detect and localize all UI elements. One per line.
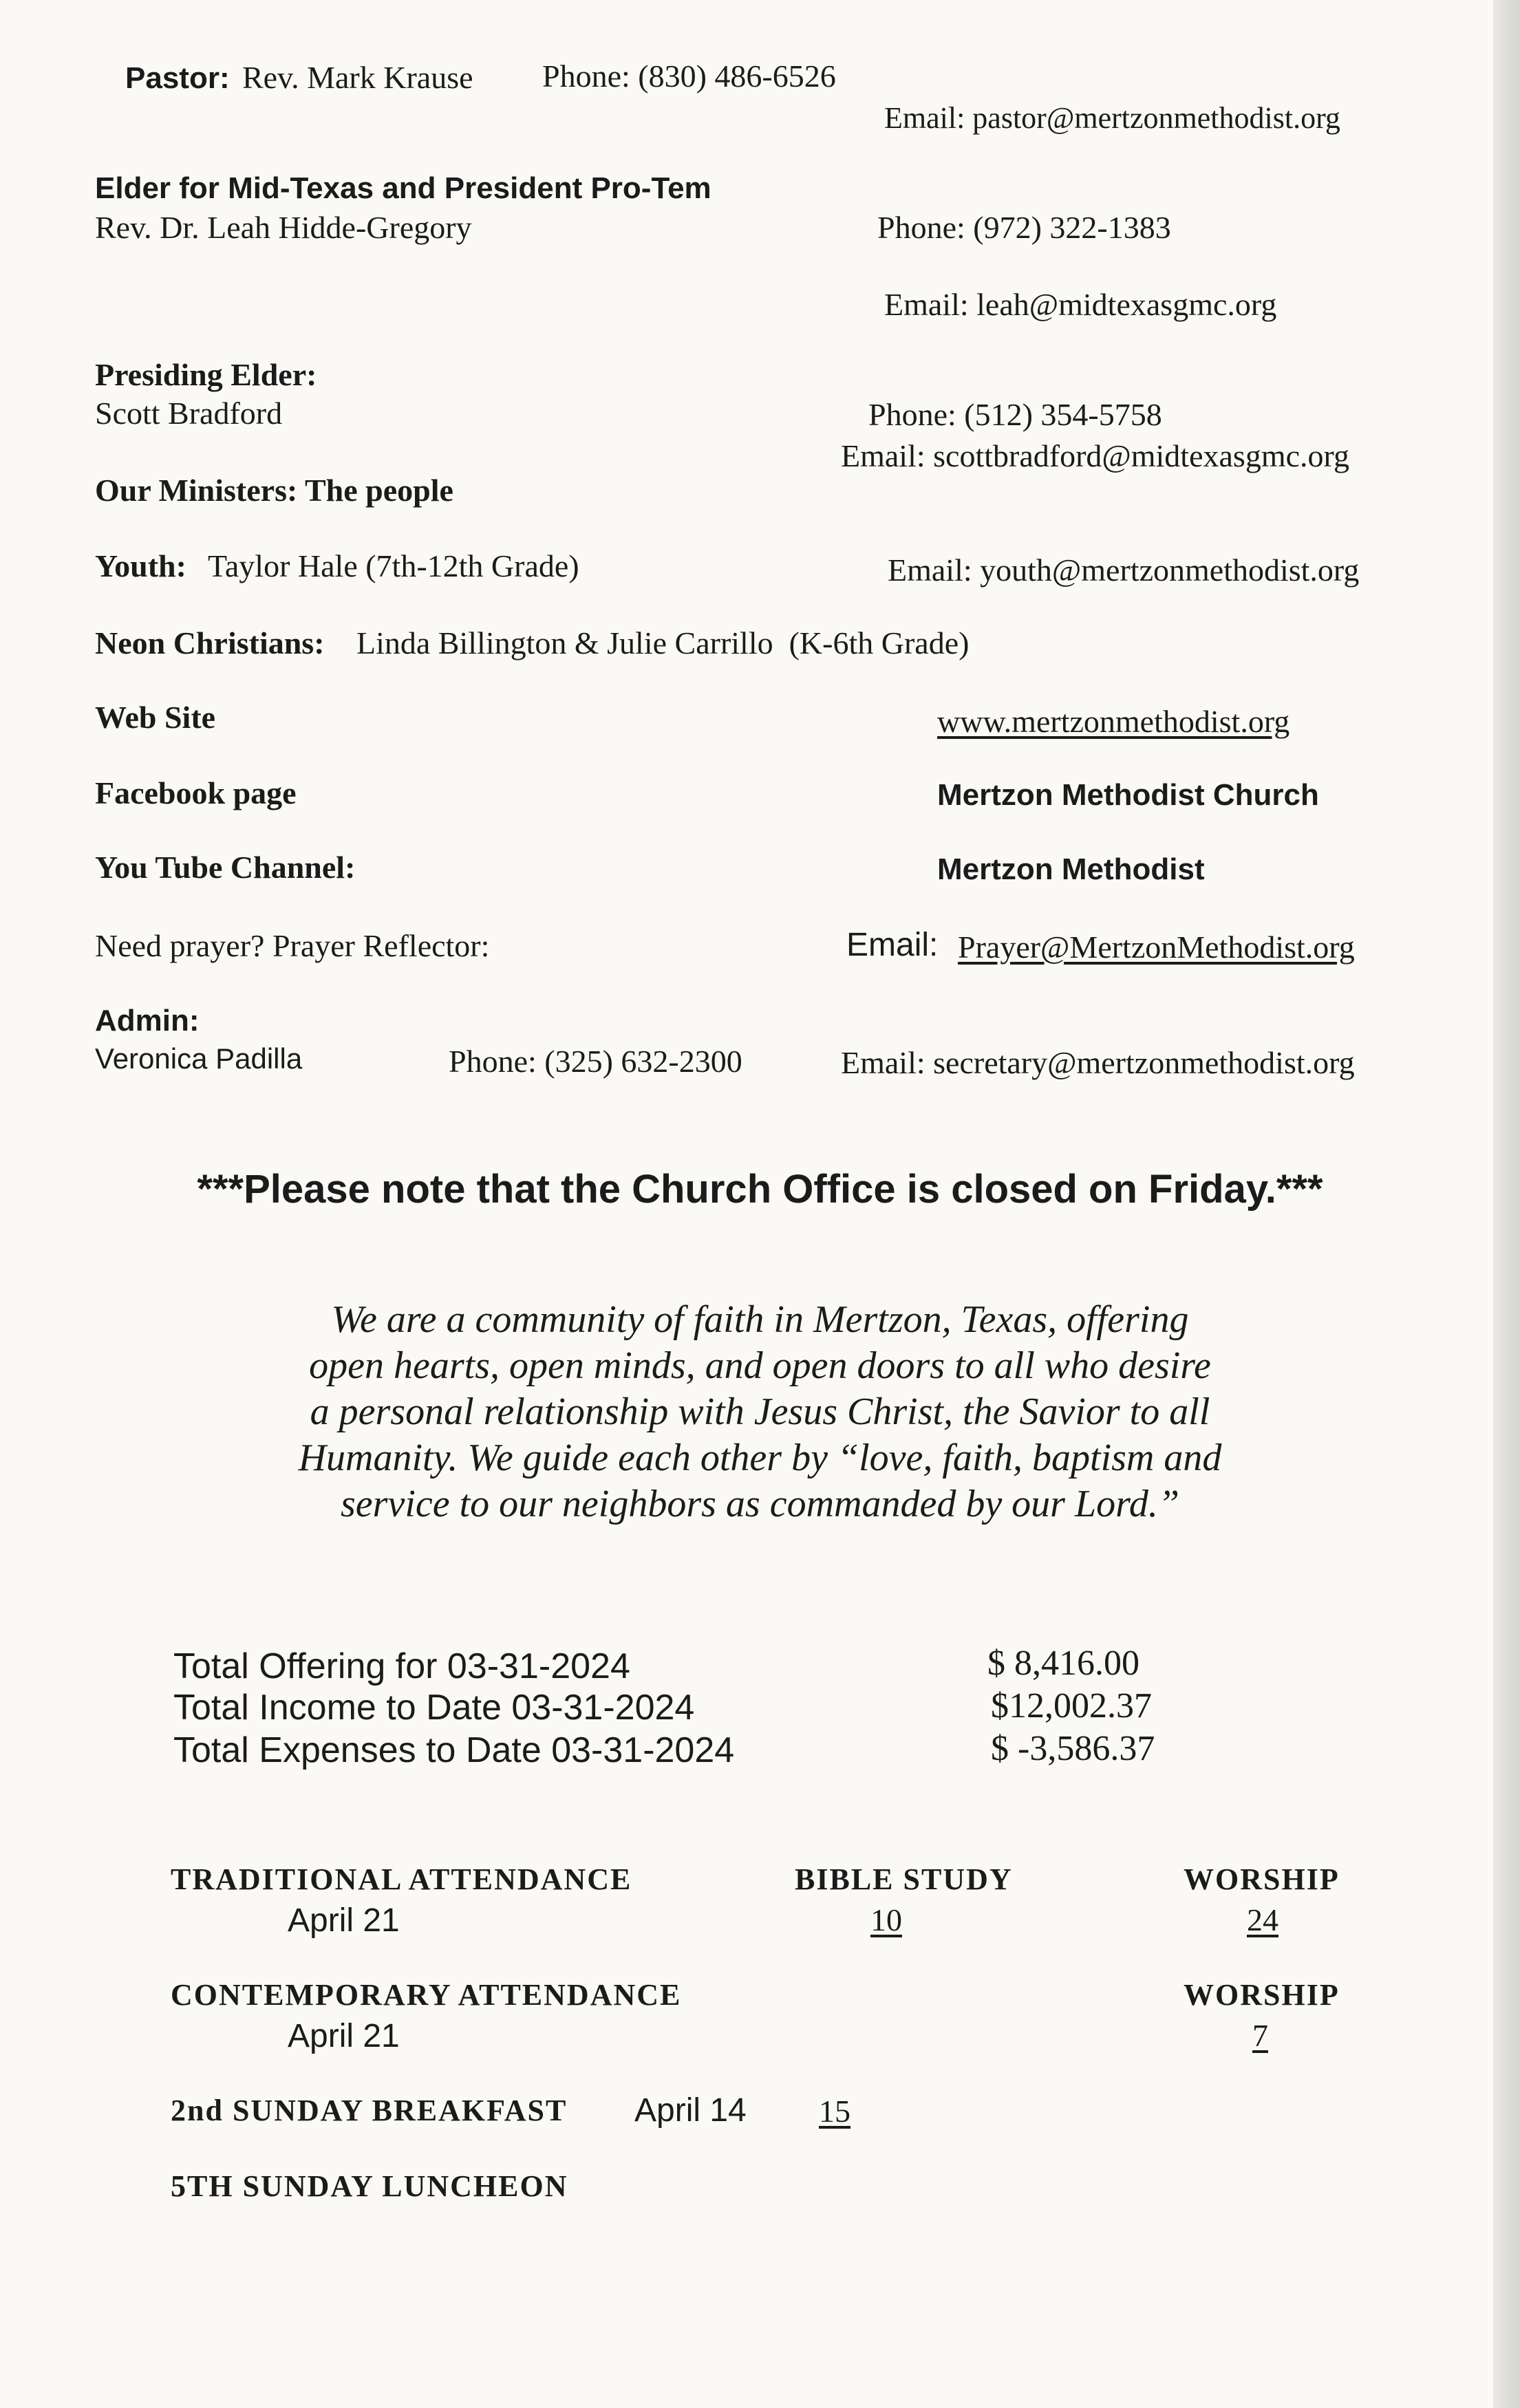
mission-statement (0, 1297, 1520, 1527)
mission-line: Humanity. We guide each other by “love, faith, baptism and (298, 1437, 1222, 1479)
presiding-elder-email: Email: scottbradford@midtexasgmc.org (841, 438, 1350, 473)
finance-label: Total Offering for 03-31-2024 (173, 1646, 630, 1686)
pastor-label: Pastor: (125, 61, 230, 95)
youth-email: Email: youth@mertzonmethodist.org (888, 552, 1360, 588)
elder-name: Rev. Dr. Leah Hidde-Gregory (95, 210, 472, 245)
breakfast-value: 15 (819, 2094, 850, 2129)
website-label: Web Site (95, 700, 216, 735)
finance-label: Total Income to Date 03-31-2024 (173, 1688, 695, 1728)
traditional-date: April 21 (288, 1902, 400, 1939)
elder-label: Elder for Mid-Texas and President Pro-Tem (95, 171, 711, 205)
finance-amount: $12,002.37 (991, 1686, 1152, 1726)
elder-phone: Phone: (972) 322-1383 (877, 210, 1171, 245)
admin-phone: Phone: (325) 632-2300 (449, 1044, 742, 1079)
bible-study-label: BIBLE STUDY (795, 1862, 1013, 1896)
traditional-worship-value: 24 (1247, 1902, 1278, 1937)
contemporary-worship-label: WORSHIP (1184, 1978, 1340, 2012)
contemporary-attendance-label: CONTEMPORARY ATTENDANCE (171, 1978, 682, 2012)
facebook-label: Facebook page (95, 775, 297, 810)
youth-label: Youth: (95, 548, 186, 583)
finance-amount: $ 8,416.00 (987, 1644, 1139, 1683)
ministers-line: Our Ministers: The people (95, 473, 453, 508)
youth-name: Taylor Hale (7th-12th Grade) (208, 548, 579, 583)
mission-line: We are a community of faith in Mertzon, Texas, offering (331, 1298, 1189, 1341)
youtube-value: Mertzon Methodist (937, 852, 1205, 886)
youtube-label: You Tube Channel: (95, 850, 356, 885)
prayer-label: Need prayer? Prayer Reflector: (95, 928, 490, 963)
facebook-value: Mertzon Methodist Church (937, 778, 1319, 812)
neon-label: Neon Christians: (95, 625, 325, 660)
presiding-elder-name: Scott Bradford (95, 396, 283, 431)
admin-label: Admin: (95, 1004, 200, 1038)
website-link[interactable]: www.mertzonmethodist.org (937, 704, 1290, 739)
contemporary-worship-value: 7 (1252, 2018, 1268, 2053)
finance-label: Total Expenses to Date 03-31-2024 (173, 1730, 735, 1770)
presiding-elder-label: Presiding Elder: (95, 357, 317, 392)
pastor-phone: Phone: (830) 486-6526 (542, 58, 836, 94)
office-closed-notice: ***Please note that the Church Office is closed on Friday.*** (197, 1167, 1323, 1212)
prayer-email-label: Email: (846, 927, 939, 963)
elder-email: Email: leah@midtexasgmc.org (884, 287, 1277, 322)
presiding-elder-phone: Phone: (512) 354-5758 (868, 397, 1162, 432)
admin-email: Email: secretary@mertzonmethodist.org (841, 1045, 1355, 1080)
contemporary-date: April 21 (288, 2018, 400, 2054)
prayer-email-link[interactable]: Prayer@MertzonMethodist.org (958, 929, 1355, 965)
neon-text: Linda Billington & Julie Carrillo (K-6th Grade) (356, 625, 970, 660)
breakfast-label: 2nd SUNDAY BREAKFAST (171, 2094, 568, 2127)
finance-amount: $ -3,586.37 (991, 1729, 1155, 1768)
breakfast-date: April 14 (634, 2092, 747, 2129)
page-edge (1493, 0, 1520, 2408)
luncheon-label: 5TH SUNDAY LUNCHEON (171, 2169, 568, 2203)
admin-name: Veronica Padilla (95, 1042, 303, 1075)
worship-label: WORSHIP (1184, 1862, 1340, 1896)
mission-line: service to our neighbors as commanded by our Lord.” (341, 1483, 1179, 1525)
mission-line: open hearts, open minds, and open doors to all who desire (309, 1344, 1211, 1387)
bible-study-value: 10 (870, 1902, 902, 1937)
pastor-name: Rev. Mark Krause (242, 60, 473, 95)
pastor-email: Email: pastor@mertzonmethodist.org (884, 101, 1340, 135)
traditional-attendance-label: TRADITIONAL ATTENDANCE (171, 1862, 632, 1896)
mission-line: a personal relationship with Jesus Christ, the Savior to all (310, 1390, 1210, 1433)
